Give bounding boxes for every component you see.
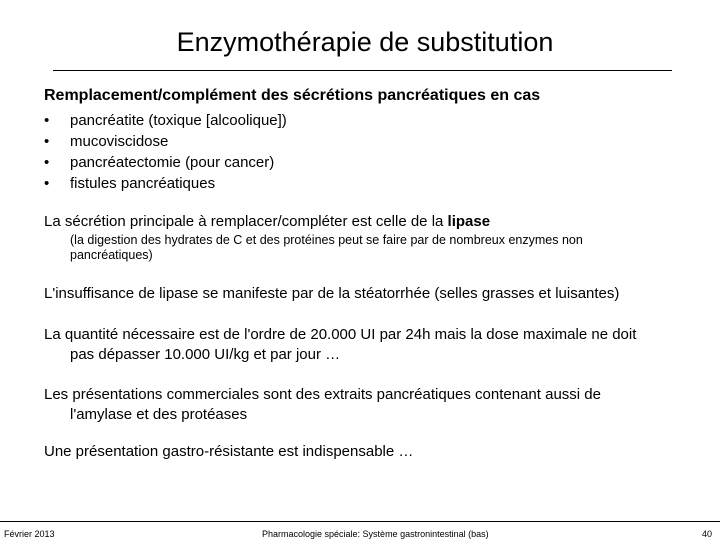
dose-line2: pas dépasser 10.000 UI/kg et par jour …	[70, 346, 341, 363]
list-item-text: pancréatectomie (pour cancer)	[70, 154, 275, 171]
lipase-emphasis: lipase	[447, 213, 491, 230]
list-item-text: pancréatite (toxique [alcoolique])	[70, 112, 287, 129]
bullet-marker: •	[44, 133, 50, 150]
list-item-text: mucoviscidose	[70, 133, 169, 150]
gastro-paragraph: Une présentation gastro-résistante est indispensable …	[44, 443, 414, 460]
insufficiency-paragraph: L'insuffisance de lipase se manifeste par de la stéatorrhée (selles grasses et luisantes)	[44, 285, 620, 302]
bullet-marker: •	[44, 175, 50, 192]
lipase-paragraph	[44, 212, 490, 232]
bullet-marker: •	[44, 154, 50, 171]
commercial-line2: l'amylase et des protéases	[70, 406, 248, 423]
footer-date: Février 2013	[4, 529, 55, 539]
slide-title: Enzymothérapie de substitution	[176, 27, 554, 57]
digestion-note-line1: (la digestion des hydrates de C et des protéines peut se faire par de nombreux enzymes non	[70, 233, 583, 247]
page-number: 40	[701, 529, 712, 539]
lipase-paragraph-text: La sécrétion principale à remplacer/compléter est celle de la	[44, 213, 448, 230]
footer-divider	[0, 521, 720, 522]
dose-paragraph	[44, 325, 636, 365]
commercial-paragraph	[44, 385, 601, 425]
title-divider	[53, 70, 672, 71]
dose-line1: La quantité nécessaire est de l'ordre de 20.000 UI par 24h mais la dose maximale ne doit	[44, 326, 637, 343]
digestion-note	[70, 233, 583, 263]
bullet-marker: •	[44, 112, 50, 129]
list-item-text: fistules pancréatiques	[70, 175, 216, 192]
commercial-line1: Les présentations commerciales sont des extraits pancréatiques contenant aussi de	[44, 386, 601, 403]
digestion-note-line2: pancréatiques)	[70, 248, 153, 262]
intro-heading: Remplacement/complément des sécrétions pancréatiques en cas	[44, 87, 541, 104]
footer-course-title: Pharmacologie spéciale: Système gastronintestinal (bas)	[262, 529, 489, 539]
